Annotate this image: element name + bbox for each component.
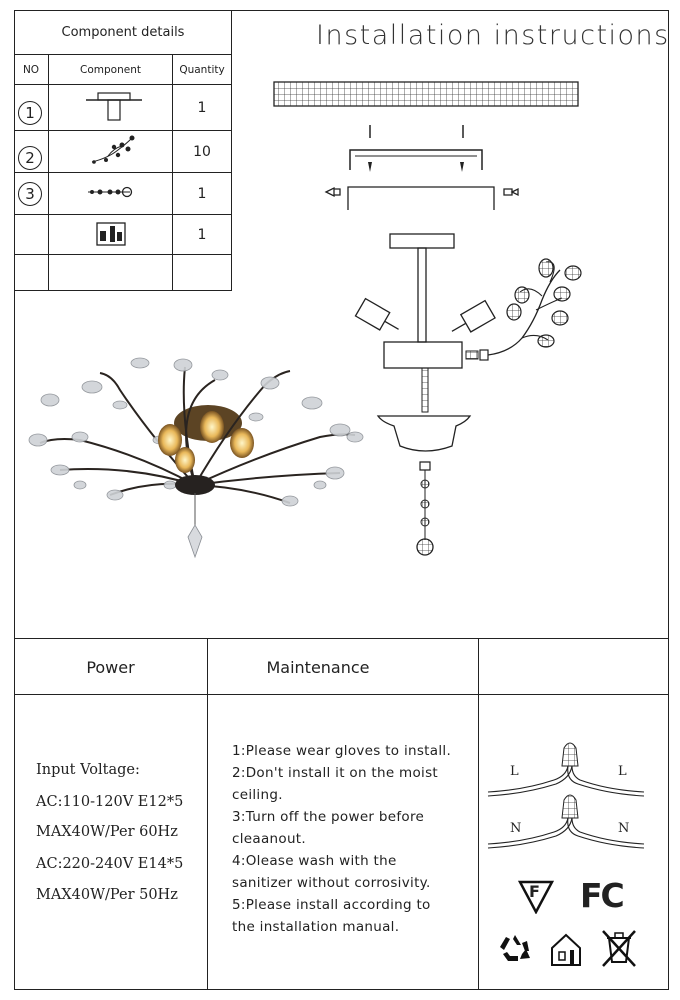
indoor-use-icon xyxy=(548,932,584,968)
quantity-value: 1 xyxy=(197,100,207,116)
maintenance-line: sanitizer without corrosivity. xyxy=(232,875,431,891)
column-quantity: Quantity xyxy=(179,64,225,76)
maintenance-line: 1:Please wear gloves to install. xyxy=(232,743,452,759)
maintenance-line: 4:Olease wash with the xyxy=(232,853,397,869)
power-title: Power xyxy=(86,657,135,677)
screw-pack-icon xyxy=(96,222,126,246)
recycle-icon xyxy=(498,932,532,966)
maintenance-line: ceiling. xyxy=(232,787,283,803)
quantity-value: 1 xyxy=(197,227,207,243)
wire-label-neutral-left: N xyxy=(510,821,522,836)
row-number: 1 xyxy=(18,101,42,125)
row-number: 3 xyxy=(18,182,42,206)
wire-label-neutral-right: N xyxy=(618,821,630,836)
column-no: NO xyxy=(22,64,40,76)
canopy-bracket-icon xyxy=(84,92,144,124)
power-line: MAX40W/Per 50Hz xyxy=(36,887,178,903)
chandelier-product-image xyxy=(20,345,370,565)
wire-label-live-left: L xyxy=(510,764,519,779)
column-component: Component xyxy=(80,64,141,76)
power-line: Input Voltage: xyxy=(36,762,140,778)
crystal-branch-icon xyxy=(88,134,138,168)
weee-bin-icon xyxy=(600,928,638,968)
crystal-pendant-icon xyxy=(86,184,136,200)
power-line: AC:110-120V E12*5 xyxy=(36,794,184,810)
wiring-diagram xyxy=(484,736,664,856)
maintenance-line: 2:Don't install it on the moist xyxy=(232,765,439,781)
quantity-value: 1 xyxy=(197,186,207,202)
f-mark-letter: F xyxy=(529,882,540,901)
power-line: AC:220-240V E14*5 xyxy=(36,856,184,872)
maintenance-line: cleaanout. xyxy=(232,831,306,847)
wire-label-live-right: L xyxy=(618,764,627,779)
quantity-value: 10 xyxy=(193,144,211,160)
maintenance-line: the installation manual. xyxy=(232,919,400,935)
component-details-title: Component details xyxy=(61,24,185,40)
row-number: 2 xyxy=(18,146,42,170)
installation-title: Installation instructions xyxy=(316,20,670,51)
power-line: MAX40W/Per 60Hz xyxy=(36,824,178,840)
maintenance-line: 5:Please install according to xyxy=(232,897,431,913)
fc-icon: FC xyxy=(580,876,623,915)
maintenance-line: 3:Turn off the power before xyxy=(232,809,425,825)
maintenance-list xyxy=(232,740,472,938)
maintenance-title: Maintenance xyxy=(266,657,370,677)
